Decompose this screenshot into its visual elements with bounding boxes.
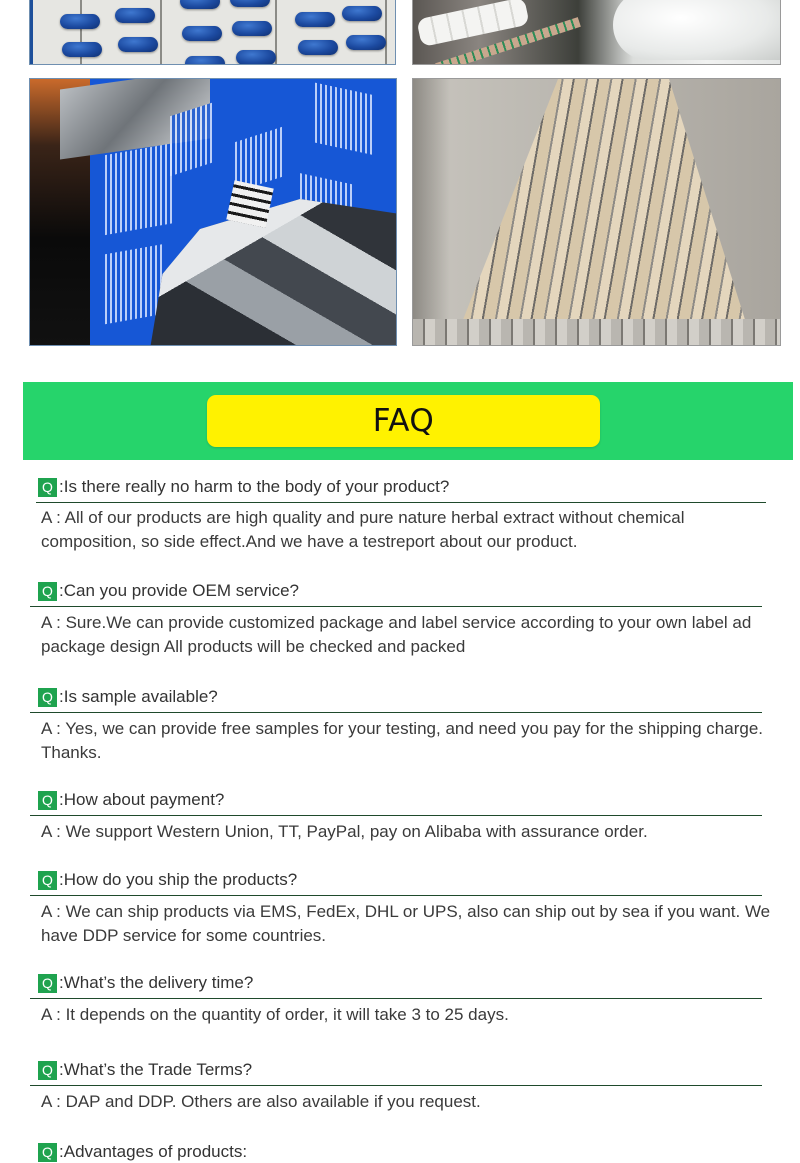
q-badge-icon: Q bbox=[38, 871, 57, 890]
divider bbox=[30, 606, 762, 607]
answer-text: A : We can ship products via EMS, FedEx, DHL or UPS, also can ship out by sea if you want. We have DDP service for some countries. bbox=[41, 902, 771, 945]
faq-banner bbox=[23, 382, 793, 460]
capsule bbox=[342, 6, 382, 21]
answer-text: A : Yes, we can provide free samples for your testing, and need you pay for the shipping charge. Thanks. bbox=[41, 719, 764, 762]
divider bbox=[30, 712, 762, 713]
question-separator: : bbox=[59, 687, 64, 706]
q-badge-icon: Q bbox=[38, 582, 57, 601]
capsule bbox=[232, 21, 272, 36]
question-row bbox=[38, 869, 297, 891]
capsule bbox=[346, 35, 386, 50]
question-text: Can you provide OEM service? bbox=[63, 581, 300, 600]
crate-grille bbox=[315, 83, 375, 156]
capsule bbox=[115, 8, 155, 23]
blister-divider bbox=[385, 0, 387, 64]
tablet-chute bbox=[453, 79, 753, 345]
tablet-conveyor-photo bbox=[413, 79, 780, 345]
question-separator: : bbox=[59, 581, 64, 600]
blister-pack-pile bbox=[150, 199, 396, 345]
answer-text: A : It depends on the quantity of order, it will take 3 to 25 days. bbox=[41, 1005, 509, 1024]
chute-edge bbox=[413, 319, 780, 345]
question-text: What’s the Trade Terms? bbox=[63, 1060, 253, 1079]
q-badge-icon: Q bbox=[38, 974, 57, 993]
capsule bbox=[182, 26, 222, 41]
capsule bbox=[118, 37, 158, 52]
q-badge-icon: Q bbox=[38, 688, 57, 707]
question-text: Is there really no harm to the body of your product? bbox=[63, 477, 450, 496]
question-text: What’s the delivery time? bbox=[63, 973, 254, 992]
answer-text: A : DAP and DDP. Others are also available if you request. bbox=[41, 1092, 481, 1111]
question-row bbox=[38, 580, 299, 602]
question-separator: : bbox=[59, 477, 64, 496]
question-separator: : bbox=[59, 870, 64, 889]
divider bbox=[30, 998, 762, 999]
question-row bbox=[38, 686, 218, 708]
question-text: Is sample available? bbox=[63, 687, 218, 706]
q-badge-icon: Q bbox=[38, 791, 57, 810]
answer-text: A : All of our products are high quality and pure nature herbal extract without chemical composition, so side effect.And we have a testreport about our product. bbox=[41, 508, 685, 551]
blister-pack-capsules-photo bbox=[30, 0, 395, 64]
divider bbox=[30, 895, 762, 896]
question-text: Advantages of products: bbox=[63, 1142, 248, 1161]
question-row bbox=[38, 789, 224, 811]
crate-grille bbox=[105, 143, 175, 235]
question-row bbox=[38, 972, 253, 994]
q-badge-icon: Q bbox=[38, 1143, 57, 1162]
question-separator: : bbox=[59, 1142, 64, 1161]
question-row bbox=[38, 1059, 252, 1081]
crate-grille bbox=[170, 102, 215, 177]
worker-sleeve bbox=[613, 0, 780, 60]
divider bbox=[30, 1085, 762, 1086]
question-separator: : bbox=[59, 973, 64, 992]
q-badge-icon: Q bbox=[38, 478, 57, 497]
question-text: How do you ship the products? bbox=[63, 870, 298, 889]
capsule bbox=[295, 12, 335, 27]
crate-grille bbox=[105, 244, 165, 325]
capsule bbox=[298, 40, 338, 55]
question-separator: : bbox=[59, 790, 64, 809]
question-separator: : bbox=[59, 1060, 64, 1079]
answer-text: A : Sure.We can provide customized package and label service according to your own label ad package design All products will be checked and packed bbox=[41, 613, 752, 656]
capsule bbox=[180, 0, 220, 9]
capsule bbox=[236, 50, 276, 64]
answer-text: A : We support Western Union, TT, PayPal, pay on Alibaba with assurance order. bbox=[41, 822, 648, 841]
blister-tray bbox=[226, 180, 273, 227]
capsule bbox=[62, 42, 102, 57]
q-badge-icon: Q bbox=[38, 1061, 57, 1080]
capsule bbox=[230, 0, 270, 7]
divider bbox=[36, 502, 766, 503]
faq-title: FAQ bbox=[372, 403, 435, 439]
capsule bbox=[60, 14, 100, 29]
blue-crate-blister-packs-photo bbox=[30, 79, 396, 345]
question-row bbox=[38, 476, 449, 498]
question-row bbox=[38, 1141, 247, 1163]
bottle-filling-line-photo bbox=[413, 0, 780, 64]
capsule bbox=[185, 56, 225, 64]
question-text: How about payment? bbox=[63, 790, 225, 809]
faq-title-pill bbox=[207, 395, 600, 447]
blister-divider bbox=[160, 0, 162, 64]
divider bbox=[30, 815, 762, 816]
